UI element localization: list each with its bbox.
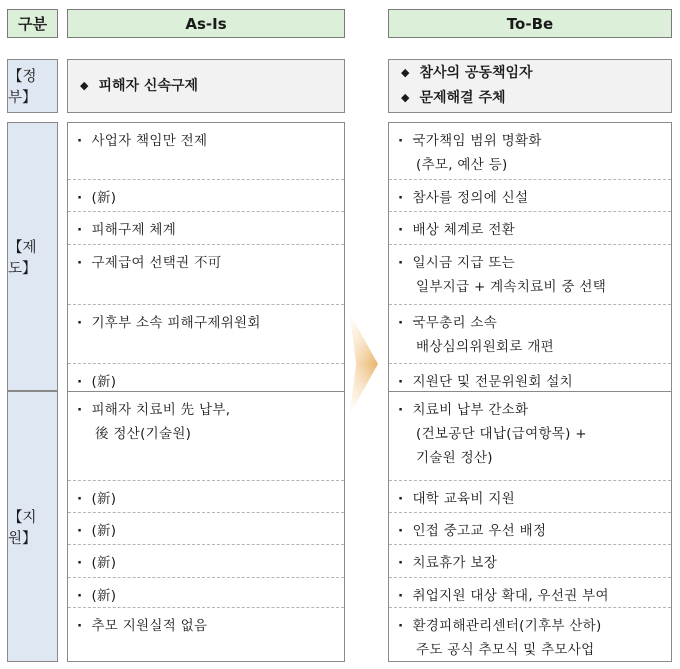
- government-tobe-item: ◆ 문제해결 주체: [401, 86, 671, 111]
- tobe-column: [388, 122, 672, 662]
- category-support: 【지원】: [7, 391, 58, 662]
- asis-row: [68, 245, 344, 305]
- row-text: · 참사를 정의에 신설: [398, 190, 528, 206]
- row-text: · 피해자 치료비 先 납부,: [77, 398, 336, 422]
- row-text: · 취업지원 대상 확대, 우선권 부여: [398, 588, 609, 604]
- row-text: · 치료휴가 보장: [398, 555, 497, 571]
- row-text: · (新): [77, 555, 116, 571]
- header-asis: As-Is: [67, 9, 345, 38]
- row-text: · 구제급여 선택권 不可: [77, 255, 222, 271]
- row-text: · 배상 체계로 전환: [398, 222, 515, 238]
- tobe-row: [389, 305, 671, 364]
- row-text: · (新): [77, 523, 116, 539]
- row-continuation: 일부지급 + 계속치료비 중 선택: [416, 279, 607, 295]
- category-government: 【정부】: [7, 59, 58, 113]
- header-tobe: To-Be: [388, 9, 672, 38]
- asis-row: [68, 481, 344, 513]
- asis-column: [67, 122, 345, 662]
- asis-row: [68, 608, 344, 662]
- row-text: · 인접 중고교 우선 배정: [398, 523, 546, 539]
- row-continuation: 주도 공식 추모식 및 추모사업: [416, 642, 595, 658]
- row-text: · 피해구제 체계: [77, 222, 176, 238]
- tobe-row: [389, 608, 671, 662]
- row-text: · 대학 교육비 지원: [398, 491, 515, 507]
- row-continuation: 後 정산(기술원): [95, 426, 192, 442]
- tobe-row: [389, 364, 671, 392]
- asis-row: [68, 364, 344, 392]
- tobe-row: [389, 180, 671, 212]
- row-continuation: 배상심의위원회로 개편: [416, 339, 555, 355]
- asis-row: [68, 513, 344, 545]
- row-text: · 국무총리 소속: [398, 311, 663, 335]
- tobe-row: [389, 578, 671, 608]
- row-text: · 지원단 및 전문위원회 설치: [398, 374, 573, 390]
- row-text: · 환경피해관리센터(기후부 산하): [398, 614, 663, 638]
- tobe-row: [389, 545, 671, 578]
- category-system: 【제도】: [7, 122, 58, 391]
- row-text: · (新): [77, 374, 116, 390]
- asis-row: [68, 305, 344, 364]
- row-text: · 국가책임 범위 명확화: [398, 129, 663, 153]
- asis-row: [68, 212, 344, 245]
- row-text: · (新): [77, 588, 116, 604]
- row-continuation: (추모, 예산 등): [416, 157, 508, 173]
- asis-row: [68, 123, 344, 180]
- government-tobe-item: ◆ 참사의 공동책임자: [401, 61, 671, 86]
- tobe-row: [389, 513, 671, 545]
- tobe-row: [389, 481, 671, 513]
- asis-row: [68, 545, 344, 578]
- row-text: · 치료비 납부 간소화: [398, 398, 663, 422]
- asis-row: [68, 180, 344, 212]
- tobe-row: [389, 212, 671, 245]
- header-category: 구분: [7, 9, 58, 38]
- row-text: · (新): [77, 491, 116, 507]
- government-asis: [67, 59, 345, 113]
- asis-row: [68, 392, 344, 481]
- row-text: · 추모 지원실적 없음: [77, 618, 207, 634]
- row-text: · 사업자 책임만 전제: [77, 133, 207, 149]
- row-continuation: (건보공단 대납(급여항목) + 기술원 정산): [416, 426, 587, 466]
- transition-arrow-icon: [350, 314, 378, 414]
- row-text: · 기후부 소속 피해구제위원회: [77, 315, 261, 331]
- government-asis-item: ◆ 피해자 신속구제: [80, 74, 344, 99]
- tobe-row: [389, 123, 671, 180]
- row-text: · (新): [77, 190, 116, 206]
- government-tobe: [388, 59, 672, 113]
- tobe-row: [389, 245, 671, 305]
- tobe-row: [389, 392, 671, 481]
- row-text: · 일시금 지급 또는: [398, 251, 663, 275]
- asis-row: [68, 578, 344, 608]
